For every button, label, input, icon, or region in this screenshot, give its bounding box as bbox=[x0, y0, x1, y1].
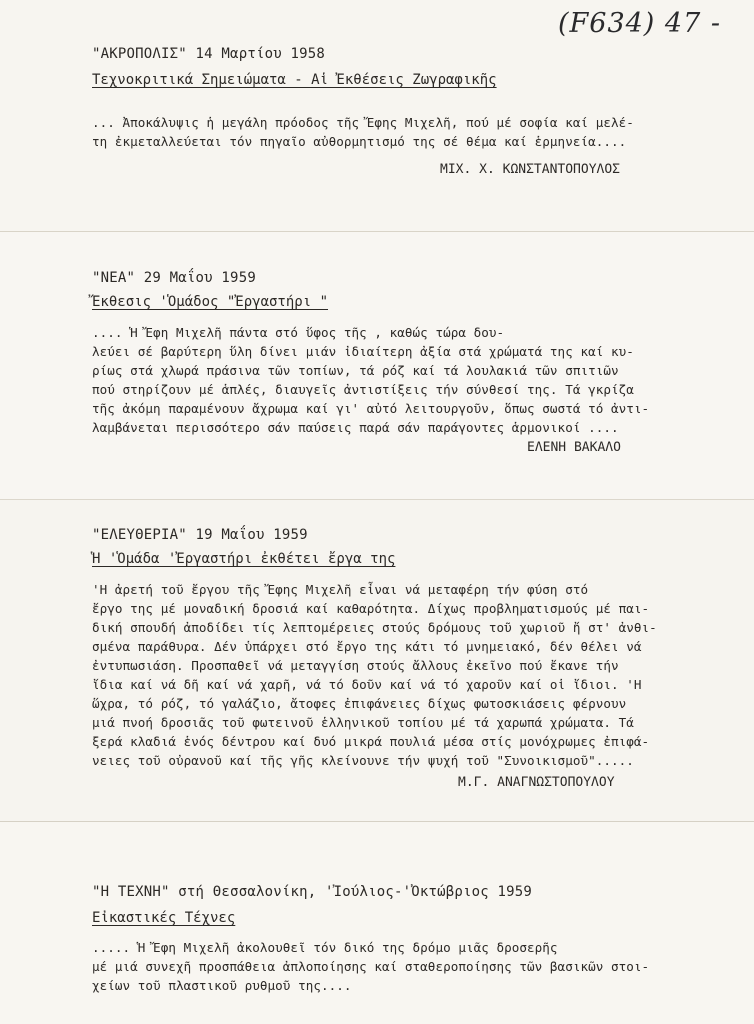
clipping-eleftheria bbox=[0, 500, 754, 822]
body-line: λεύει σέ βαρύτερη ὕλη δίνει μιάν ἰδιαίτερη ἀξία στά χρώματά της καί κυ- bbox=[92, 344, 634, 359]
body-line: πού στηρίζουν μέ ἁπλές, διαυγεῖς ἀντιστίξεις τήν σύνθεσί της. Τά γκρίζα bbox=[92, 382, 634, 397]
body-line: ὥχρα, τό ρόζ, τό γαλάζιο, ἄτοφες ἐπιφάνειες δίχως φωτοσκιάσεις φέρνουν bbox=[92, 696, 627, 711]
body-line: ξερά κλαδιά ἑνός δέντρου καί δυό μικρά πουλιά μέσα στίς μονόχρωμες ἐπιφά- bbox=[92, 734, 650, 749]
body-line: .... Ἡ Ἔφη Μιχελῆ πάντα στό ὕφος τῆς , καθώς τώρα δου- bbox=[92, 325, 505, 340]
author-signature: ΜΙΧ. Χ. ΚΩΝΣΤΑΝΤΟΠΟΥΛΟΣ bbox=[440, 162, 621, 177]
body-line: δική σπουδή ἀποδίδει τίς λεπτομέρειες στούς δρόμους τοῦ χωριοῦ ἤ στ' ἀνθι- bbox=[92, 620, 657, 635]
body-line: μιά πνοή δροσιᾶς τοῦ φωτεινοῦ ἑλληνικοῦ τοπίου μέ τά χαρωπά χρώματα. Τά bbox=[92, 715, 634, 730]
newspaper-heading: "ΑΚΡΟΠΟΛΙΣ" 14 Μαρτίου 1958 bbox=[92, 46, 325, 62]
clipping-i-techni bbox=[0, 822, 754, 1024]
article-title: Ἔκθεσις 'Ὁμάδος "Ἐργαστήρι " bbox=[92, 294, 329, 310]
body-line: μέ μιά συνεχῆ προσπάθεια ἀπλοποίησης καί σταθεροποίησης τῶν βασικῶν στοι- bbox=[92, 959, 650, 974]
newspaper-heading: "ΕΛΕΥΘΕΡΙΑ" 19 Μαΐου 1959 bbox=[92, 527, 308, 543]
body-line: τῆς ἀκόμη παραμένουν ἄχρωμα καί γι' αὐτό λειτουργοῦν, ὅπως σωστά τό ἀντι- bbox=[92, 401, 650, 416]
clipping-nea bbox=[0, 232, 754, 500]
body-line: σμένα παράθυρα. Δέν ὑπάρχει στό ἔργο της κάτι τό μνημειακό, δέν θέλει νά bbox=[92, 639, 642, 654]
newspaper-heading: "ΝΕΑ" 29 Μαΐου 1959 bbox=[92, 270, 256, 286]
body-line: ... Ἀποκάλυψις ἡ μεγάλη πρόοδος τῆς Ἔφης Μιχελῆ, πού μέ σοφία καί μελέ- bbox=[92, 115, 634, 130]
article-title: Τεχνοκριτικά Σημειώματα - Αἱ Ἐκθέσεις Ζωγραφικῆς bbox=[92, 72, 497, 88]
body-line: τη ἐκμεταλλεύεται τόν πηγαῖο αὐθορμητισμό της σέ θέμα καί ἑρμηνεία.... bbox=[92, 134, 627, 149]
body-line: 'Η ἀρετή τοῦ ἔργου τῆς Ἔφης Μιχελῆ εἶναι νά μεταφέρη τήν φύση στό bbox=[92, 582, 589, 597]
body-line: ἐντυπωσιάση. Προσπαθεῖ νά μεταγγίση στούς ἄλλους ἐκεῖνο πού ἔκανε τήν bbox=[92, 658, 619, 673]
body-line: νειες τοῦ οὐρανοῦ καί τῆς γῆς κλείνουνε τήν ψυχή τοῦ "Συνοικισμοῦ"..... bbox=[92, 753, 634, 768]
author-signature: Μ.Γ. ΑΝΑΓΝΩΣΤΟΠΟΥΛΟΥ bbox=[458, 775, 615, 790]
body-line: ἔργο της μέ μοναδική δροσιά καί καθαρότητα. Δίχως προβληματισμούς μέ παι- bbox=[92, 601, 650, 616]
author-signature: ΕΛΕΝΗ ΒΑΚΑΛΟ bbox=[527, 440, 621, 455]
clipping-acropolis bbox=[0, 0, 754, 232]
body-line: ..... Ἡ Ἔφη Μιχελῆ ἀκολουθεῖ τόν δικό της δρόμο μιᾶς δροσερῆς bbox=[92, 940, 558, 955]
body-line: ρίως στά χλωρά πράσινα τῶν τοπίων, τά ρόζ καί τά λουλακιά τῶν σπιτιῶν bbox=[92, 363, 619, 378]
article-title: Εἰκαστικές Τέχνες bbox=[92, 910, 236, 926]
body-line: ἴδια καί νά δῆ καί νά χαρῆ, νά τό δοῦν καί νά τό χαροῦν καί οἱ ἴδιοι. 'Η bbox=[92, 677, 642, 692]
newspaper-heading: "Η ΤΕΧΝΗ" στή Θεσσαλονίκη, 'Ἰούλιος-'Ὀκτώβριος 1959 bbox=[92, 884, 533, 900]
body-line: χείων τοῦ πλαστικοῦ ρυθμοῦ της.... bbox=[92, 978, 352, 993]
body-line: λαμβάνεται περισσότερο σάν παύσεις παρά σάν παράγοντες ἁρμονικοί .... bbox=[92, 420, 619, 435]
article-title: Ἡ 'Ὁμάδα 'Ἐργαστήρι ἐκθέτει ἔργα της bbox=[92, 551, 396, 567]
archive-reference-note: (F634) 47 - bbox=[558, 8, 721, 39]
